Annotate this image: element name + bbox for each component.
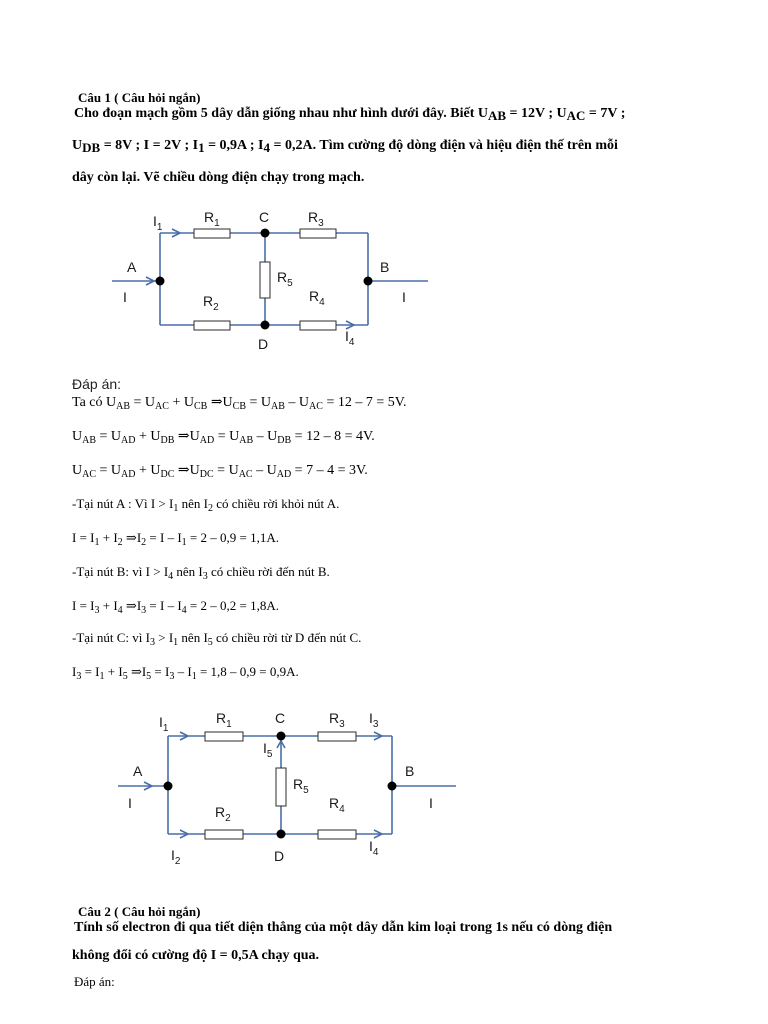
label-i4: $I_4$ — [345, 328, 355, 348]
circuit-diagram-2 — [0, 700, 768, 880]
q2-paragraph-line2: không đổi có cường độ I = 0,5A chạy qua. — [72, 948, 320, 963]
node-b-b — [388, 782, 397, 791]
label-i-right-b: I — [429, 795, 433, 811]
resistor-r3 — [300, 229, 336, 238]
q2-heading: Câu 2 ( Câu hỏi ngắn) — [78, 904, 201, 919]
resistor-r2-b — [205, 830, 243, 839]
label-r1-b: $R_1$ — [216, 710, 232, 730]
answer1-line4: -Tại nút A : Vì $I > I_1$ nên $I_2$ có chiều rời khỏi nút A. — [72, 496, 340, 514]
answer1-label: Đáp án: — [72, 376, 122, 392]
answer1-line8: -Tại nút C: vì $I_3 > I_1$ nên $I_5$ có chiều rời từ D đến nút C. — [72, 630, 362, 648]
label-i1-b: $I_1$ — [159, 714, 169, 734]
resistor-r5-b — [276, 768, 286, 806]
answer1-line7: $I = I_3 + I_4$ $\Rightarrow I_3 = I - I_4 = 2 - 0,2 = 1,8A$. — [72, 598, 279, 616]
node-c-b — [277, 732, 286, 741]
node-d-b — [277, 830, 286, 839]
resistor-r1 — [194, 229, 230, 238]
label-a-b: A — [133, 763, 143, 779]
label-i2-b: $I_2$ — [171, 847, 181, 867]
circuit-diagram-1 — [0, 200, 768, 360]
node-c — [261, 229, 270, 238]
answer1-eq2: $U_{AB} = U_{AD} + U_{DB}$ $\Rightarrow U_{AD} = U_{AB} - U_{DB} = 12 - 8 = 4V$. — [72, 429, 375, 446]
label-i-left: I — [123, 289, 127, 305]
q1-paragraph-line1: Cho đoạn mạch gồm 5 dây dẫn giống nhau như hình dưới đây. Biết UAB = 12V ; UAC = 7V ; — [74, 106, 626, 123]
answer1-line5: $I = I_1 + I_2$ $\Rightarrow I_2 = I - I_1 = 2 - 0,9 = 1,1A$. — [72, 530, 279, 548]
label-i1: $I_1$ — [153, 213, 163, 233]
label-r3: $R_3$ — [308, 209, 324, 229]
resistor-r3-b — [318, 732, 356, 741]
label-i4-b: $I_4$ — [369, 838, 379, 858]
node-a — [156, 277, 165, 286]
node-d — [261, 321, 270, 330]
answer1-eq1: Ta có $U_{AB} = U_{AC} + U_{CB}$ $\Rightarrow U_{CB} = U_{AB} - U_{AC} = 12 - 7 = 5V$. — [72, 395, 407, 412]
label-i-right: I — [402, 289, 406, 305]
label-i5-b: $I_5$ — [263, 740, 273, 760]
label-c-b: C — [275, 710, 286, 726]
resistor-r5 — [260, 262, 270, 298]
resistor-r2 — [194, 321, 230, 330]
label-r3-b: $R_3$ — [329, 710, 345, 730]
label-a: A — [127, 259, 137, 275]
q2-paragraph-line1: Tính số electron đi qua tiết diện thẳng của một dây dẫn kim loại trong 1s nếu có dòng điện — [74, 920, 613, 935]
resistor-r4-b — [318, 830, 356, 839]
label-r5-b: $R_5$ — [293, 776, 309, 796]
label-r4: $R_4$ — [309, 288, 325, 308]
label-c: C — [259, 209, 270, 225]
label-i3-b: $I_3$ — [369, 710, 379, 730]
label-r5: $R_5$ — [277, 269, 293, 289]
label-i-left-b: I — [128, 795, 132, 811]
q2-answer-label: Đáp án: — [74, 974, 115, 989]
label-r2-b: $R_2$ — [215, 804, 231, 824]
answer1-line6: -Tại nút B: vì $I > I_4$ nên $I_3$ có chiều rời đến nút B. — [72, 564, 330, 582]
answer1-line9: $I_3 = I_1 + I_5$ $\Rightarrow I_5 = I_3 - I_1 = 1,8 - 0,9 = 0,9A$. — [72, 664, 299, 682]
node-a-b — [164, 782, 173, 791]
node-b — [364, 277, 373, 286]
q1-paragraph-line2: UDB = 8V ; I = 2V ; I1 = 0,9A ; I4 = 0,2A. Tìm cường độ dòng điện và hiệu điện thế trên mỗi — [72, 138, 618, 155]
label-r4-b: $R_4$ — [329, 795, 345, 815]
label-d: D — [258, 336, 269, 352]
answer1-eq3: $U_{AC} = U_{AD} + U_{DC}$ $\Rightarrow U_{DC} = U_{AC} - U_{AD} = 7 - 4 = 3V$. — [72, 463, 368, 480]
label-r1: $R_1$ — [204, 209, 220, 229]
q1-paragraph-line3: dây còn lại. Vẽ chiều dòng điện chạy trong mạch. — [72, 170, 365, 185]
label-b: B — [380, 259, 390, 275]
q1-heading: Câu 1 ( Câu hỏi ngắn) — [78, 90, 201, 105]
label-r2: $R_2$ — [203, 293, 219, 313]
resistor-r4 — [300, 321, 336, 330]
label-b-b: B — [405, 763, 415, 779]
resistor-r1-b — [205, 732, 243, 741]
label-d-b: D — [274, 848, 285, 864]
